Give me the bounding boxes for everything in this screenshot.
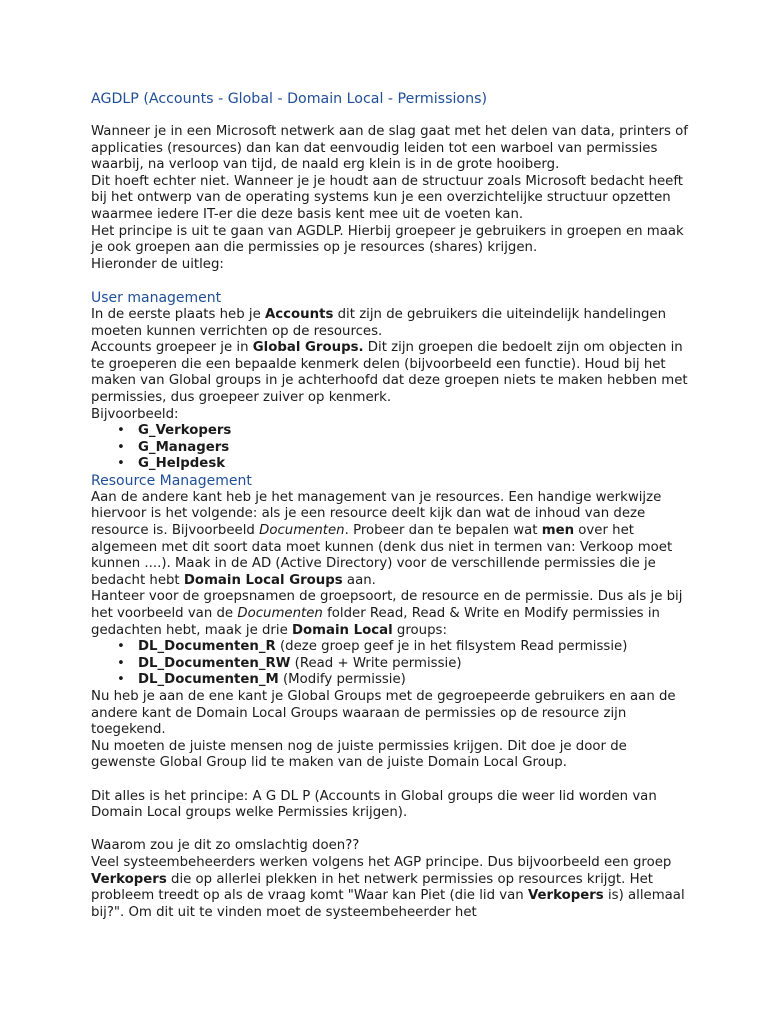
list-item: • G_Managers	[138, 440, 691, 457]
intro-paragraph-2: Dit hoeft echter niet. Wanneer je je houdt aan de structuur zoals Microsoft bedacht heeft bij het ontwerp van de operating systems kun je een overzichtelijke structuur opzetten waarmee iedere IT-er die deze basis kent mee uit de voeten kan.	[91, 173, 684, 222]
intro-paragraph-1: Wanneer je in een Microsoft netwerk aan de slag gaat met het delen van data, printers of applicaties (resources) dan kan dat eenvoudig leiden tot een warboel van permissies waarbij, na verloop van tijd, de naald erg klein is in de grote hooiberg.	[91, 124, 688, 173]
user-management-paragraph-2: Accounts groepeer je in Global Groups. Dit zijn groepen die bedoelt zijn om objecten in te groeperen die een bepaalde kenmerk delen (bijvoorbeeld een functie). Houd bij het maken van Global groups in je achterhoofd dat deze groepen niets te maken hebben met permissies, dus groepeer zuiver op kenmerk.	[91, 340, 688, 405]
spacer	[91, 273, 691, 290]
why-paragraph: Veel systeembeheerders werken volgens het AGP principe. Dus bijvoorbeeld een groep Verkopers die op allerlei plekken in het netwerk permissies op resources krijgt. Het probleem treedt op als de vraag komt "Waar kan Piet (die lid van Verkopers is) allemaal bij?". Om dit uit te vinden moet de systeembeheerder het	[91, 854, 685, 920]
resource-management-paragraph-1: Aan de andere kant heb je het management van je resources. Een handige werkwijze hiervoor is het volgende: als je een resource deelt kijk dan wat de inhoud van deze resource is. Bijvoorbeeld Documenten. Probeer dan te bepalen wat men over het algemeen met dit soort data moet kunnen (denk dus niet in termen van: Verkoop moet kunnen ....). Maak in de AD (Active Directory) voor de verschillende permissies die je bedacht hebt Domain Local Groups aan.	[91, 489, 673, 588]
why-question: Waarom zou je dit zo omslachtig doen??	[91, 838, 360, 854]
domain-local-groups-list	[91, 639, 691, 689]
list-item: • DL_Documenten_R (deze groep geef je in het filsystem Read permissie)	[138, 639, 691, 656]
intro-paragraph-4: Hieronder de uitleg:	[91, 256, 224, 272]
list-item: • G_Helpdesk	[138, 456, 691, 473]
document-title: AGDLP (Accounts - Global - Domain Local - Permissions)	[91, 91, 488, 107]
spacer	[91, 822, 691, 839]
list-item: • G_Verkopers	[138, 423, 691, 440]
intro-paragraph-3: Het principe is uit te gaan van AGDLP. Hierbij groepeer je gebruikers in groepen en maak je ook groepen aan die permissies op je resources (shares) krijgen.	[91, 223, 684, 256]
resource-management-paragraph-3: Nu heb je aan de ene kant je Global Groups met de gegroepeerde gebruikers en aan de andere kant de Domain Local Groups waaraan de permissies op de resource zijn toegekend.	[91, 689, 676, 738]
principle-paragraph: Dit alles is het principe: A G DL P (Accounts in Global groups die weer lid worden van Domain Local groups welke Permissies krijgen).	[91, 788, 657, 821]
user-management-paragraph-1: In de eerste plaats heb je Accounts dit zijn de gebruikers die uiteindelijk handelingen moeten kunnen verrichten op de resources.	[91, 306, 667, 339]
user-management-heading: User management	[91, 289, 222, 306]
resource-management-heading: Resource Management	[91, 472, 252, 489]
spacer	[91, 772, 691, 789]
resource-management-paragraph-2: Hanteer voor de groepsnamen de groepsoort, de resource en de permissie. Dus als je bij het voorbeeld van de Documenten folder Read, Read & Write en Modify permissies in gedachten hebt, maak je drie Domain Local groups:	[91, 589, 683, 638]
resource-management-paragraph-4: Nu moeten de juiste mensen nog de juiste permissies krijgen. Dit doe je door de gewenste Global Group lid te maken van de juiste Domain Local Group.	[91, 738, 627, 771]
user-management-example-label: Bijvoorbeeld:	[91, 406, 179, 422]
list-item: • DL_Documenten_RW (Read + Write permissie)	[138, 656, 691, 673]
document-body	[91, 90, 691, 921]
list-item: • DL_Documenten_M (Modify permissie)	[138, 672, 691, 689]
global-groups-list	[91, 423, 691, 473]
